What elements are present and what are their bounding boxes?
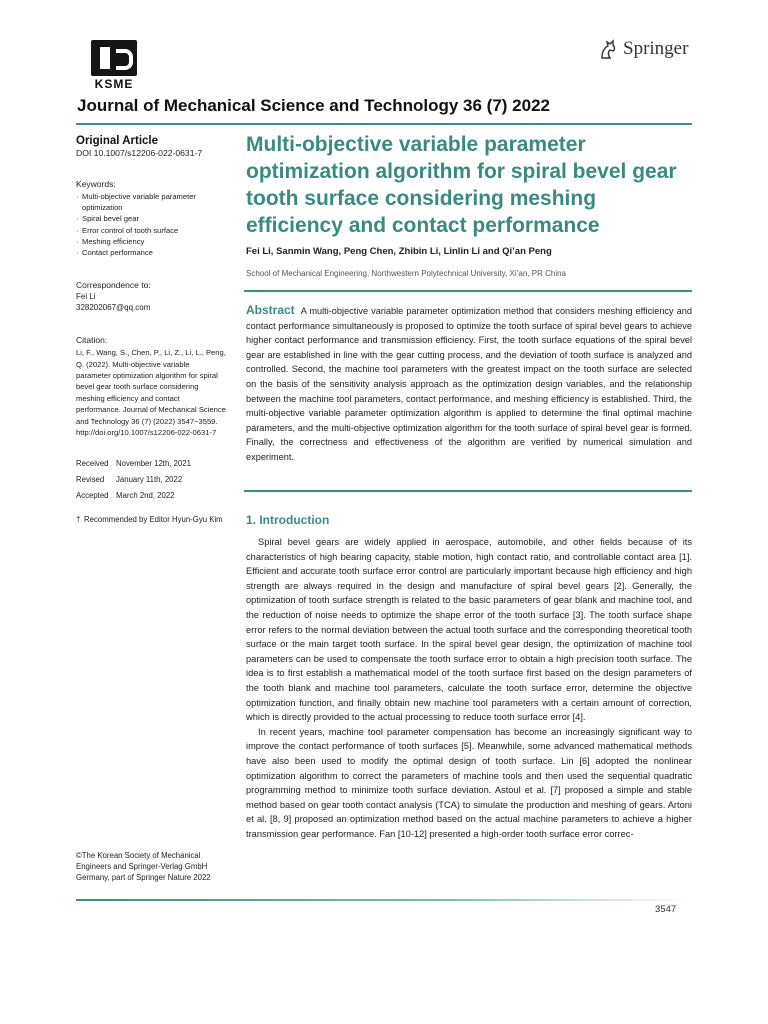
- affiliation: School of Mechanical Engineering, Northwestern Polytechnical University, Xi’an, PR China: [246, 269, 567, 278]
- copyright-text: The Korean Society of Mechanical Engineers and Springer-Verlag GmbH Germany, part of Springer Nature 2022: [76, 851, 211, 883]
- date-label: Received: [76, 459, 109, 469]
- springer-logo: [598, 36, 688, 62]
- citation-text: Li, F., Wang, S., Chen, P., Li, Z., Li, L., Peng, Q. (2022). Multi-objective variable parameter optimization algorithm for spiral bevel gear tooth surface considering meshing efficiency and contact performance. Journal of Mechanical Science and Technology 36 (7) (2022) 3547~3559. http://doi.org/10.1007/s12206-022-0631-7: [76, 348, 226, 438]
- article-info-sidebar: [76, 132, 226, 525]
- keyword-item: · Multi-objective variable parameter optimization: [76, 191, 226, 213]
- copyright-icon: ©: [76, 851, 82, 860]
- keyword-item: · Spiral bevel gear: [76, 213, 226, 224]
- keyword-item: · Contact performance: [76, 247, 226, 258]
- abstract-top-divider: [244, 290, 692, 292]
- doi[interactable]: DOI 10.1007/s12206-022-0631-7: [76, 148, 203, 158]
- date-accepted: [76, 488, 226, 504]
- date-value: January 11th, 2022: [116, 475, 183, 485]
- abstract-bottom-divider: [244, 490, 692, 492]
- journal-title: Journal of Mechanical Science and Technology 36 (7) 2022: [77, 96, 551, 115]
- ksme-logo-text: KSME: [94, 77, 134, 91]
- keywords-list: [76, 191, 226, 258]
- springer-horse-icon: [598, 38, 618, 60]
- citation-label: Citation:: [76, 335, 108, 346]
- ksme-logo: [88, 40, 140, 90]
- body-text: [246, 535, 692, 841]
- date-revised: [76, 472, 226, 488]
- footer-divider: [76, 899, 692, 901]
- keywords-label: Keywords:: [76, 179, 116, 189]
- abstract-text: A multi-objective variable parameter optimization method that considers meshing efficiency and contact performance simultaneously is proposed to optimize the tooth surface of spiral bevel gears to achieve higher contact performance and transmission efficiency. First, the tooth surface equations of the spiral bevel gear are established in line with the gear cutting process, and the deviation of tooth surface is analyzed and controlled. Second, the machine tool parameters with the greatest impact on the tooth surface are selected on the basis of the sensitivity analysis approach as the optimization design variables, and the relationship between the machine tool parameters, contact performance, and meshing efficiency is established. Third, the multi-objective variable parameter optimization algorithm is applied to determine the final optimal machine parameters, and the multi-objective optimization algorithm for the tooth surface of spiral bevel gear is formed. Finally, the correctness and effectiveness of the algorithm are verified by numerical simulation and experiment.: [246, 306, 692, 462]
- correspondence-email[interactable]: 328202067@qq.com: [76, 303, 151, 313]
- date-label: Accepted: [76, 491, 109, 501]
- date-received: [76, 456, 226, 472]
- recommended-text: Recommended by Editor Hyun-Gyu Kim: [84, 515, 223, 525]
- header-divider: [76, 123, 692, 125]
- copyright-notice: [76, 850, 226, 884]
- page-number: 3547: [655, 904, 677, 915]
- springer-logo-text: Springer: [623, 38, 689, 59]
- date-value: November 12th, 2021: [116, 459, 191, 469]
- correspondence-label: Correspondence to:: [76, 280, 151, 291]
- author-list: Fei Li, Sanmin Wang, Peng Chen, Zhibin Li, Linlin Li and Qi’an Peng: [246, 246, 552, 257]
- abstract: [246, 303, 692, 465]
- ksme-emblem-icon: [91, 40, 137, 76]
- history-dates: [76, 456, 226, 504]
- paper-title: Multi-objective variable parameter optimization algorithm for spiral bevel gear tooth surface considering meshing efficiency and contact performance: [246, 133, 677, 237]
- recommended-by: [76, 514, 226, 525]
- date-label: Revised: [76, 475, 105, 485]
- paragraph: In recent years, machine tool parameter compensation has become an increasingly significant way to improve the contact performance of tooth surfaces [5]. Meanwhile, some advanced mathematical methods have also been used to modify the optimal design of tooth surface. Lin [6] adopted the nonlinear optimization algorithm to correct the parameters of machine tools and then used the sequential quadratic programming method to minimize tooth surface deviation. Astoul et al. [7] proposed a simple and stable method based on gear tooth contact analysis (TCA) to simulate the production and meshing of gears. Artoni et al. [8, 9] proposed an optimization method based on the actual machine parameters to achieve a higher transmission gear performance. Fan [10-12] presented a high-order tooth surface error correc-: [246, 726, 692, 839]
- paragraph: Spiral bevel gears are widely applied in aerospace, automobile, and other fields because of its characteristics of high bearing capacity, stable motion, high contact ratio, and controllable contact area [1]. Efficient and accurate tooth surface error control are particularly important because high efficiency and high strength are always required in the design and manufacture of spiral bevel gears [2]. Generally, the optimization of tooth surface strength is related to the basic parameters of gear blank and machine tool, and the reduction of noise needs to optimize the shape error of the tooth surface [3]. The tooth surface shape error refers to the normal deviation between the actual tooth surface and the corresponding theoretical tooth surface or the main target tooth surface. In the spiral bevel gear design, the optimization of machine tool parameters can be used to compensate the tooth surface error to obtain a high precision tooth surface. The idea is to first establish a mathematical model of the tooth surface first based on the design parameters of the tooth blank and machine tool parameters, calculate the tooth surface error, determine the objective optimization function, and finally obtain new machine tool parameters with a certain amount of correction, which is directly provided to the actual processing to reduce tooth surface error [4].: [246, 537, 692, 723]
- dagger-mark: †: [76, 515, 81, 525]
- article-type: Original Article: [76, 135, 159, 147]
- abstract-label: Abstract: [246, 303, 295, 317]
- section-heading: 1. Introduction: [246, 513, 330, 527]
- keyword-item: · Meshing efficiency: [76, 236, 226, 247]
- keyword-item: · Error control of tooth surface: [76, 225, 226, 236]
- date-value: March 2nd, 2022: [116, 491, 175, 501]
- correspondence-name: Fei Li: [76, 292, 96, 302]
